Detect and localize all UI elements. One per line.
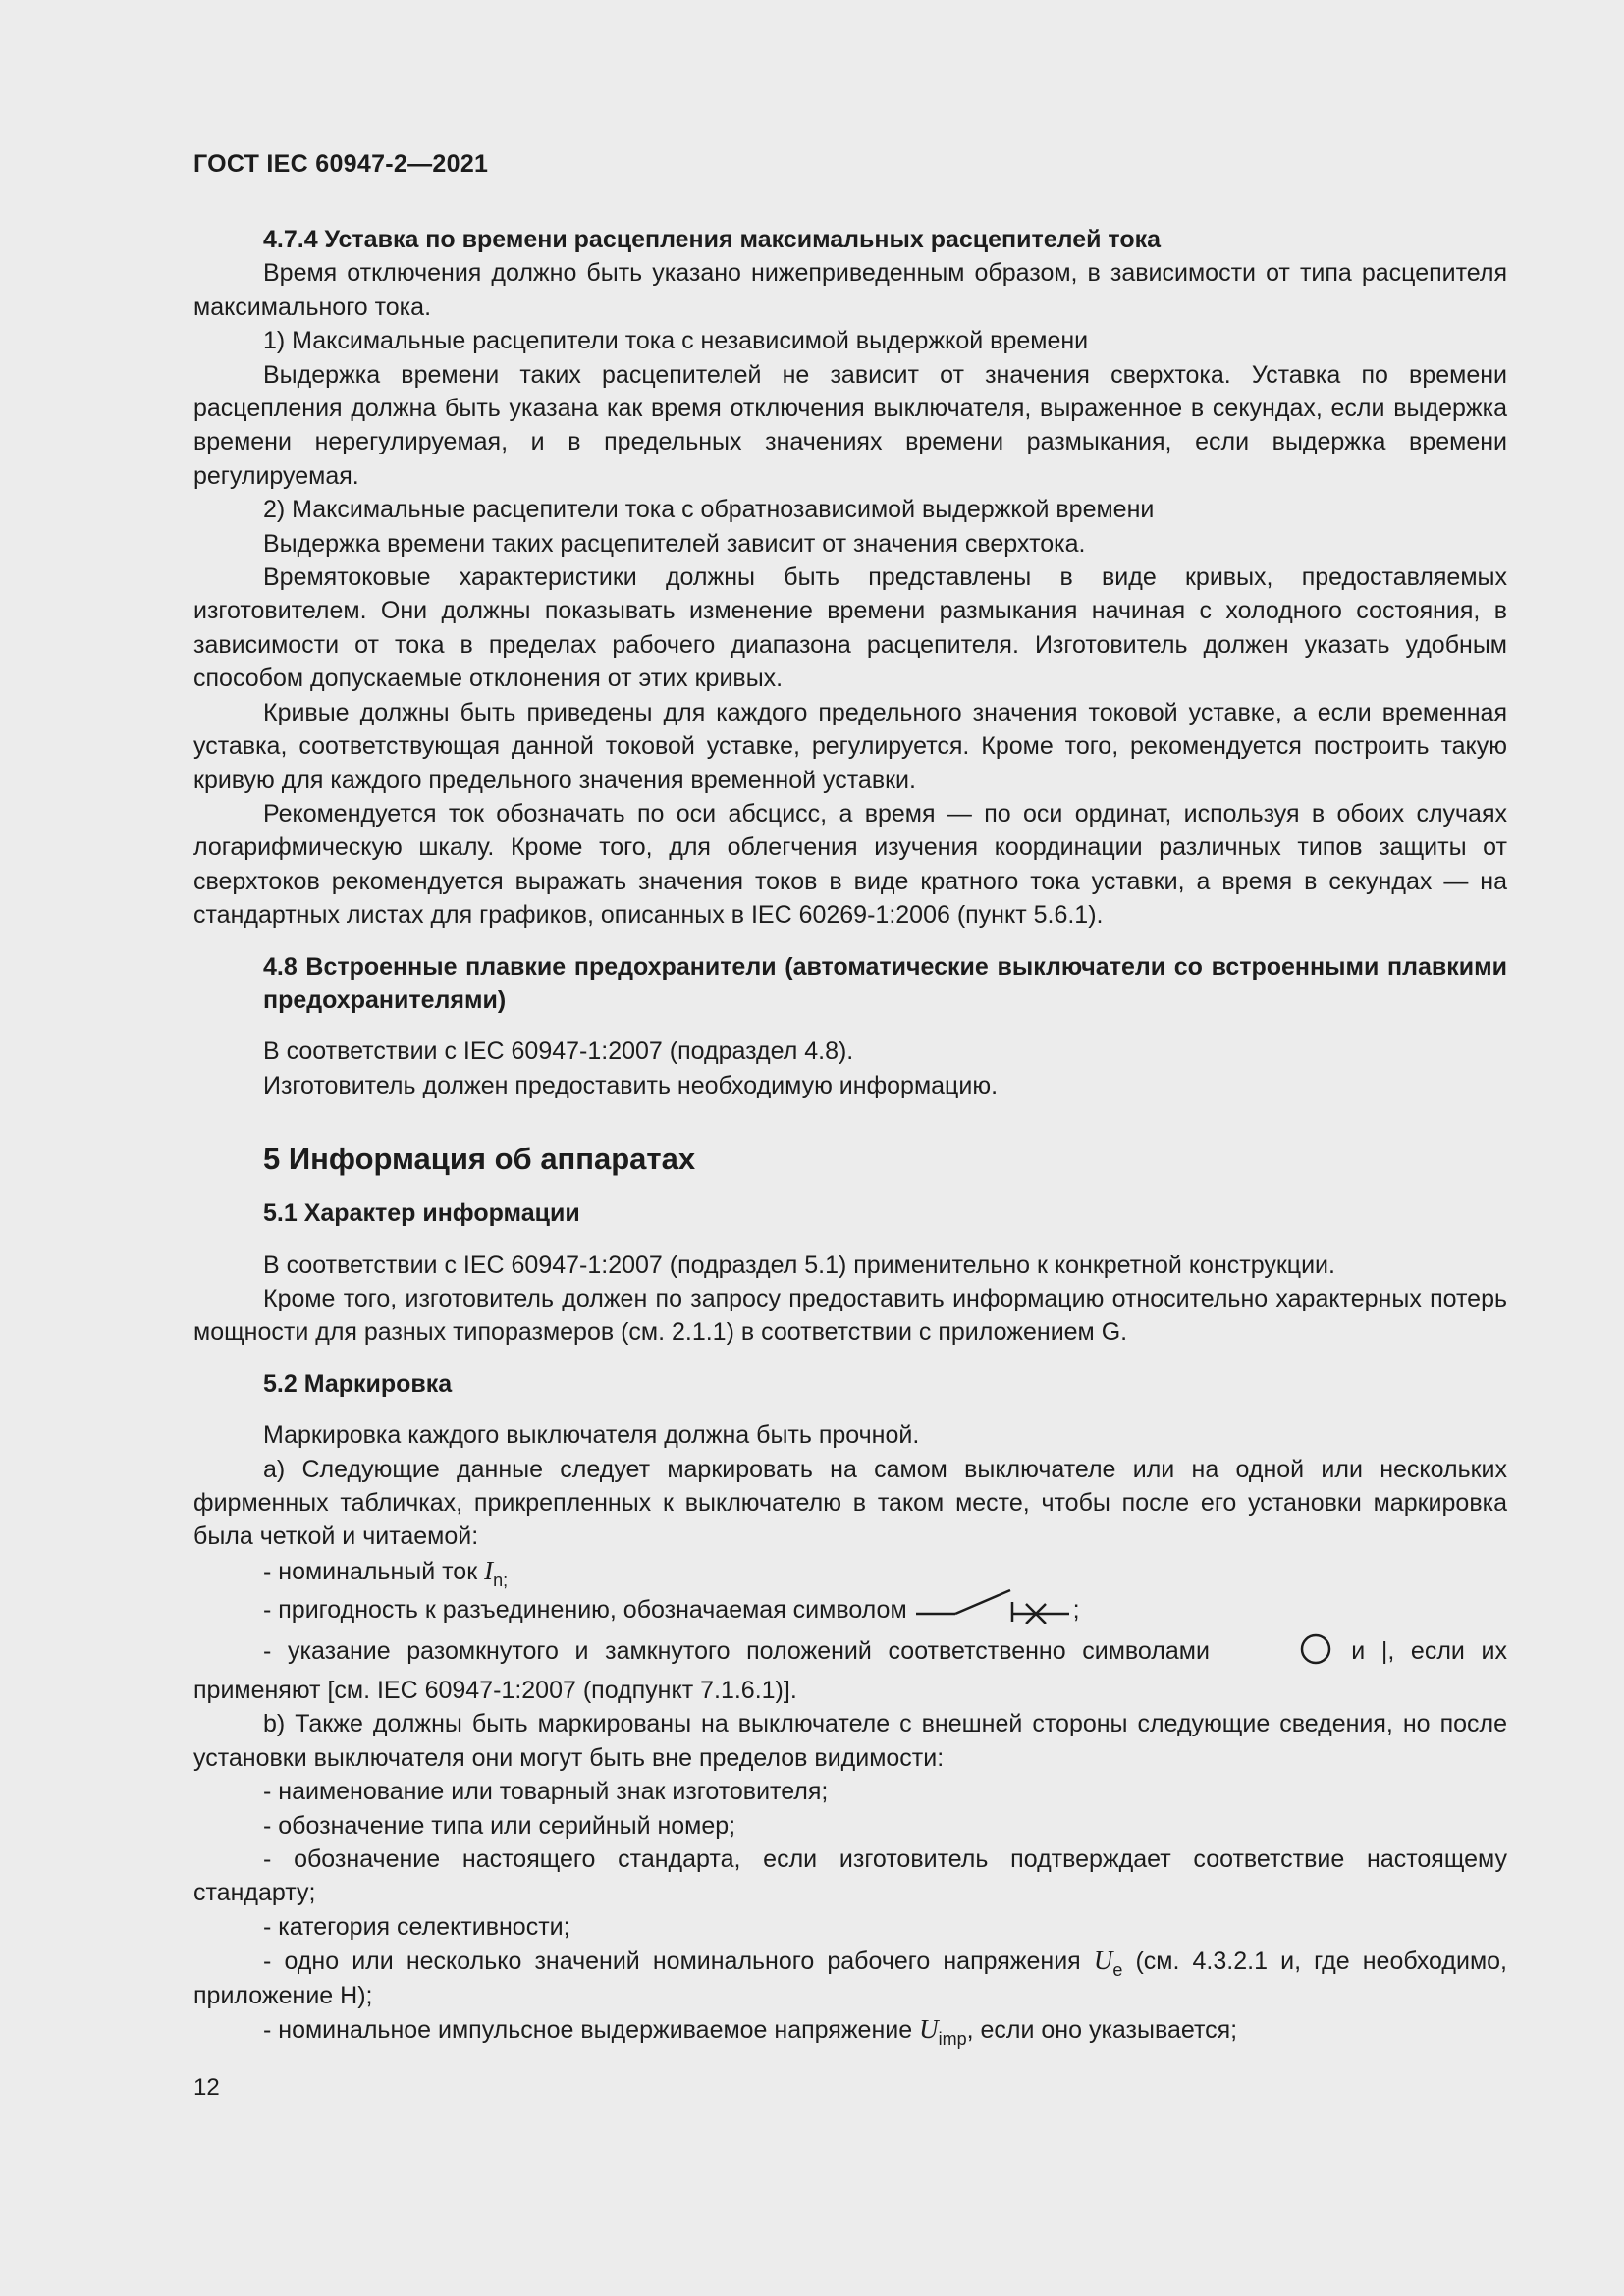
list-item: - обозначение настоящего стандарта, если изготовитель подтверждает соответствие настоящему стандарту; <box>193 1845 1507 1907</box>
list-item <box>193 1554 1507 1588</box>
paragraph: В соответствии с IEC 60947-1:2007 (подраздел 5.1) применительно к конкретной конструкции. <box>263 1251 1335 1279</box>
paragraph: Маркировка каждого выключателя должна быть прочной. <box>263 1421 920 1450</box>
section-5-1-title: 5.1 Характер информации <box>263 1200 580 1228</box>
paragraph: Кроме того, изготовитель должен по запросу предоставить информацию относительно характерных потерь мощности для разных типоразмеров (см. 2.1.1) в соответствии с приложением G. <box>193 1284 1507 1347</box>
list-item-text: - одно или несколько значений номинального рабочего напряжения <box>263 1948 1094 1976</box>
voltage-symbol: U <box>1093 1946 1113 1976</box>
page-number: 12 <box>193 2074 220 2101</box>
list-item: - категория селективности; <box>263 1912 570 1941</box>
paragraph: Изготовитель должен предоставить необходимую информацию. <box>263 1071 999 1099</box>
current-symbol: I <box>484 1555 494 1585</box>
paragraph: В соответствии с IEC 60947-1:2007 (подраздел 4.8). <box>263 1038 854 1066</box>
list-item-text: - номинальный ток <box>263 1557 485 1585</box>
paragraph: b) Также должны быть маркированы на выключателе с внешней стороны следующие сведения, но после установки выключателя они могут быть вне пределов видимости: <box>193 1710 1507 1772</box>
list-item-text: и |, если их применяют [см. IEC 60947-1:2007 (подпункт 7.1.6.1)]. <box>193 1636 1507 1705</box>
list-item-text: ; <box>1072 1596 1080 1625</box>
list-item-text: - пригодность к разъединению, обозначаемая символом <box>263 1596 914 1625</box>
paragraph: 2) Максимальные расцепители тока с обратнозависимой выдержкой времени <box>263 496 1155 524</box>
document-body <box>193 223 1507 2048</box>
section-5-2-title: 5.2 Маркировка <box>263 1369 453 1398</box>
section-5-title: 5 Информация об аппаратах <box>263 1142 696 1177</box>
voltage-subscript: e <box>1112 1960 1123 1981</box>
list-item: - наименование или товарный знак изготовителя; <box>263 1778 829 1806</box>
list-item <box>193 2012 1507 2050</box>
list-item: - обозначение типа или серийный номер; <box>263 1811 736 1840</box>
open-position-circle-icon <box>1226 1633 1335 1674</box>
list-item-text: , если оно указывается; <box>966 2016 1238 2045</box>
paragraph: Выдержка времени таких расцепителей не зависит от значения сверхтока. Уставка по времени расцепления должна быть указана как время отключения выключателя, выраженное в секундах, если выдержка времени нерегулируемая, и в предельных значениях времени размыкания, если выдержка времени регулируемая. <box>193 360 1507 490</box>
paragraph: Рекомендуется ток обозначать по оси абсцисс, а время — по оси ординат, используя в обоих случаях логарифмическую шкалу. Кроме того, для облегчения изучения координации различных типов защиты от сверхтоков рекомендуется выражать значения токов в виде кратного тока уставки, а время в секундах — на стандартных листах для графиков, описанных в IEC 60269-1:2006 (пункт 5.6.1). <box>193 799 1507 930</box>
list-item <box>193 1633 1507 1708</box>
voltage-subscript: imp <box>938 2029 967 2050</box>
list-item-text: - указание разомкнутого и замкнутого положений соответственно символами <box>263 1636 1226 1665</box>
paragraph: Кривые должны быть приведены для каждого предельного значения токовой уставке, а если временная уставка, соответствующая данной токовой уставке, регулируется. Кроме того, рекомендуется построить такую кривую для каждого предельного значения временной уставки. <box>193 698 1507 794</box>
section-4-8-title: 4.8 Встроенные плавкие предохранители (автоматические выключатели со встроенными плавкими предохранителями) <box>263 952 1507 1014</box>
document-page <box>193 0 1507 2296</box>
document-header: ГОСТ IEC 60947-2—2021 <box>193 150 489 178</box>
paragraph: Времятоковые характеристики должны быть представлены в виде кривых, предоставляемых изготовителем. Они должны показывать изменение времени размыкания начиная с холодного состояния, в зависимости от тока в пределах рабочего диапазона расцепителя. Изготовитель должен указать удобным способом допускаемые отклонения от этих кривых. <box>193 563 1507 693</box>
section-4-7-4-title: 4.7.4 Уставка по времени расцепления максимальных расцепителей тока <box>263 226 1162 253</box>
paragraph: а) Следующие данные следует маркировать на самом выключателе или на одной или нескольких фирменных табличках, прикрепленных к выключателю в таком месте, чтобы после его установки маркировка была четкой и читаемой: <box>193 1455 1507 1551</box>
current-subscript: n; <box>493 1570 509 1590</box>
list-item-text: (см. 4.3.2.1 и, где необходимо, приложение H); <box>193 1948 1507 2009</box>
list-item <box>193 1944 1507 2012</box>
list-item-text: - номинальное импульсное выдерживаемое напряжение <box>263 2016 920 2045</box>
paragraph: Время отключения должно быть указано нижеприведенным образом, в зависимости от типа расцепителя максимального тока. <box>193 259 1507 321</box>
paragraph: Выдержка времени таких расцепителей зависит от значения сверхтока. <box>263 529 1086 558</box>
list-item <box>193 1588 1507 1632</box>
disconnector-symbol-icon <box>914 1588 1073 1632</box>
voltage-symbol: U <box>919 2014 939 2045</box>
paragraph: 1) Максимальные расцепители тока с независимой выдержкой времени <box>263 327 1089 355</box>
